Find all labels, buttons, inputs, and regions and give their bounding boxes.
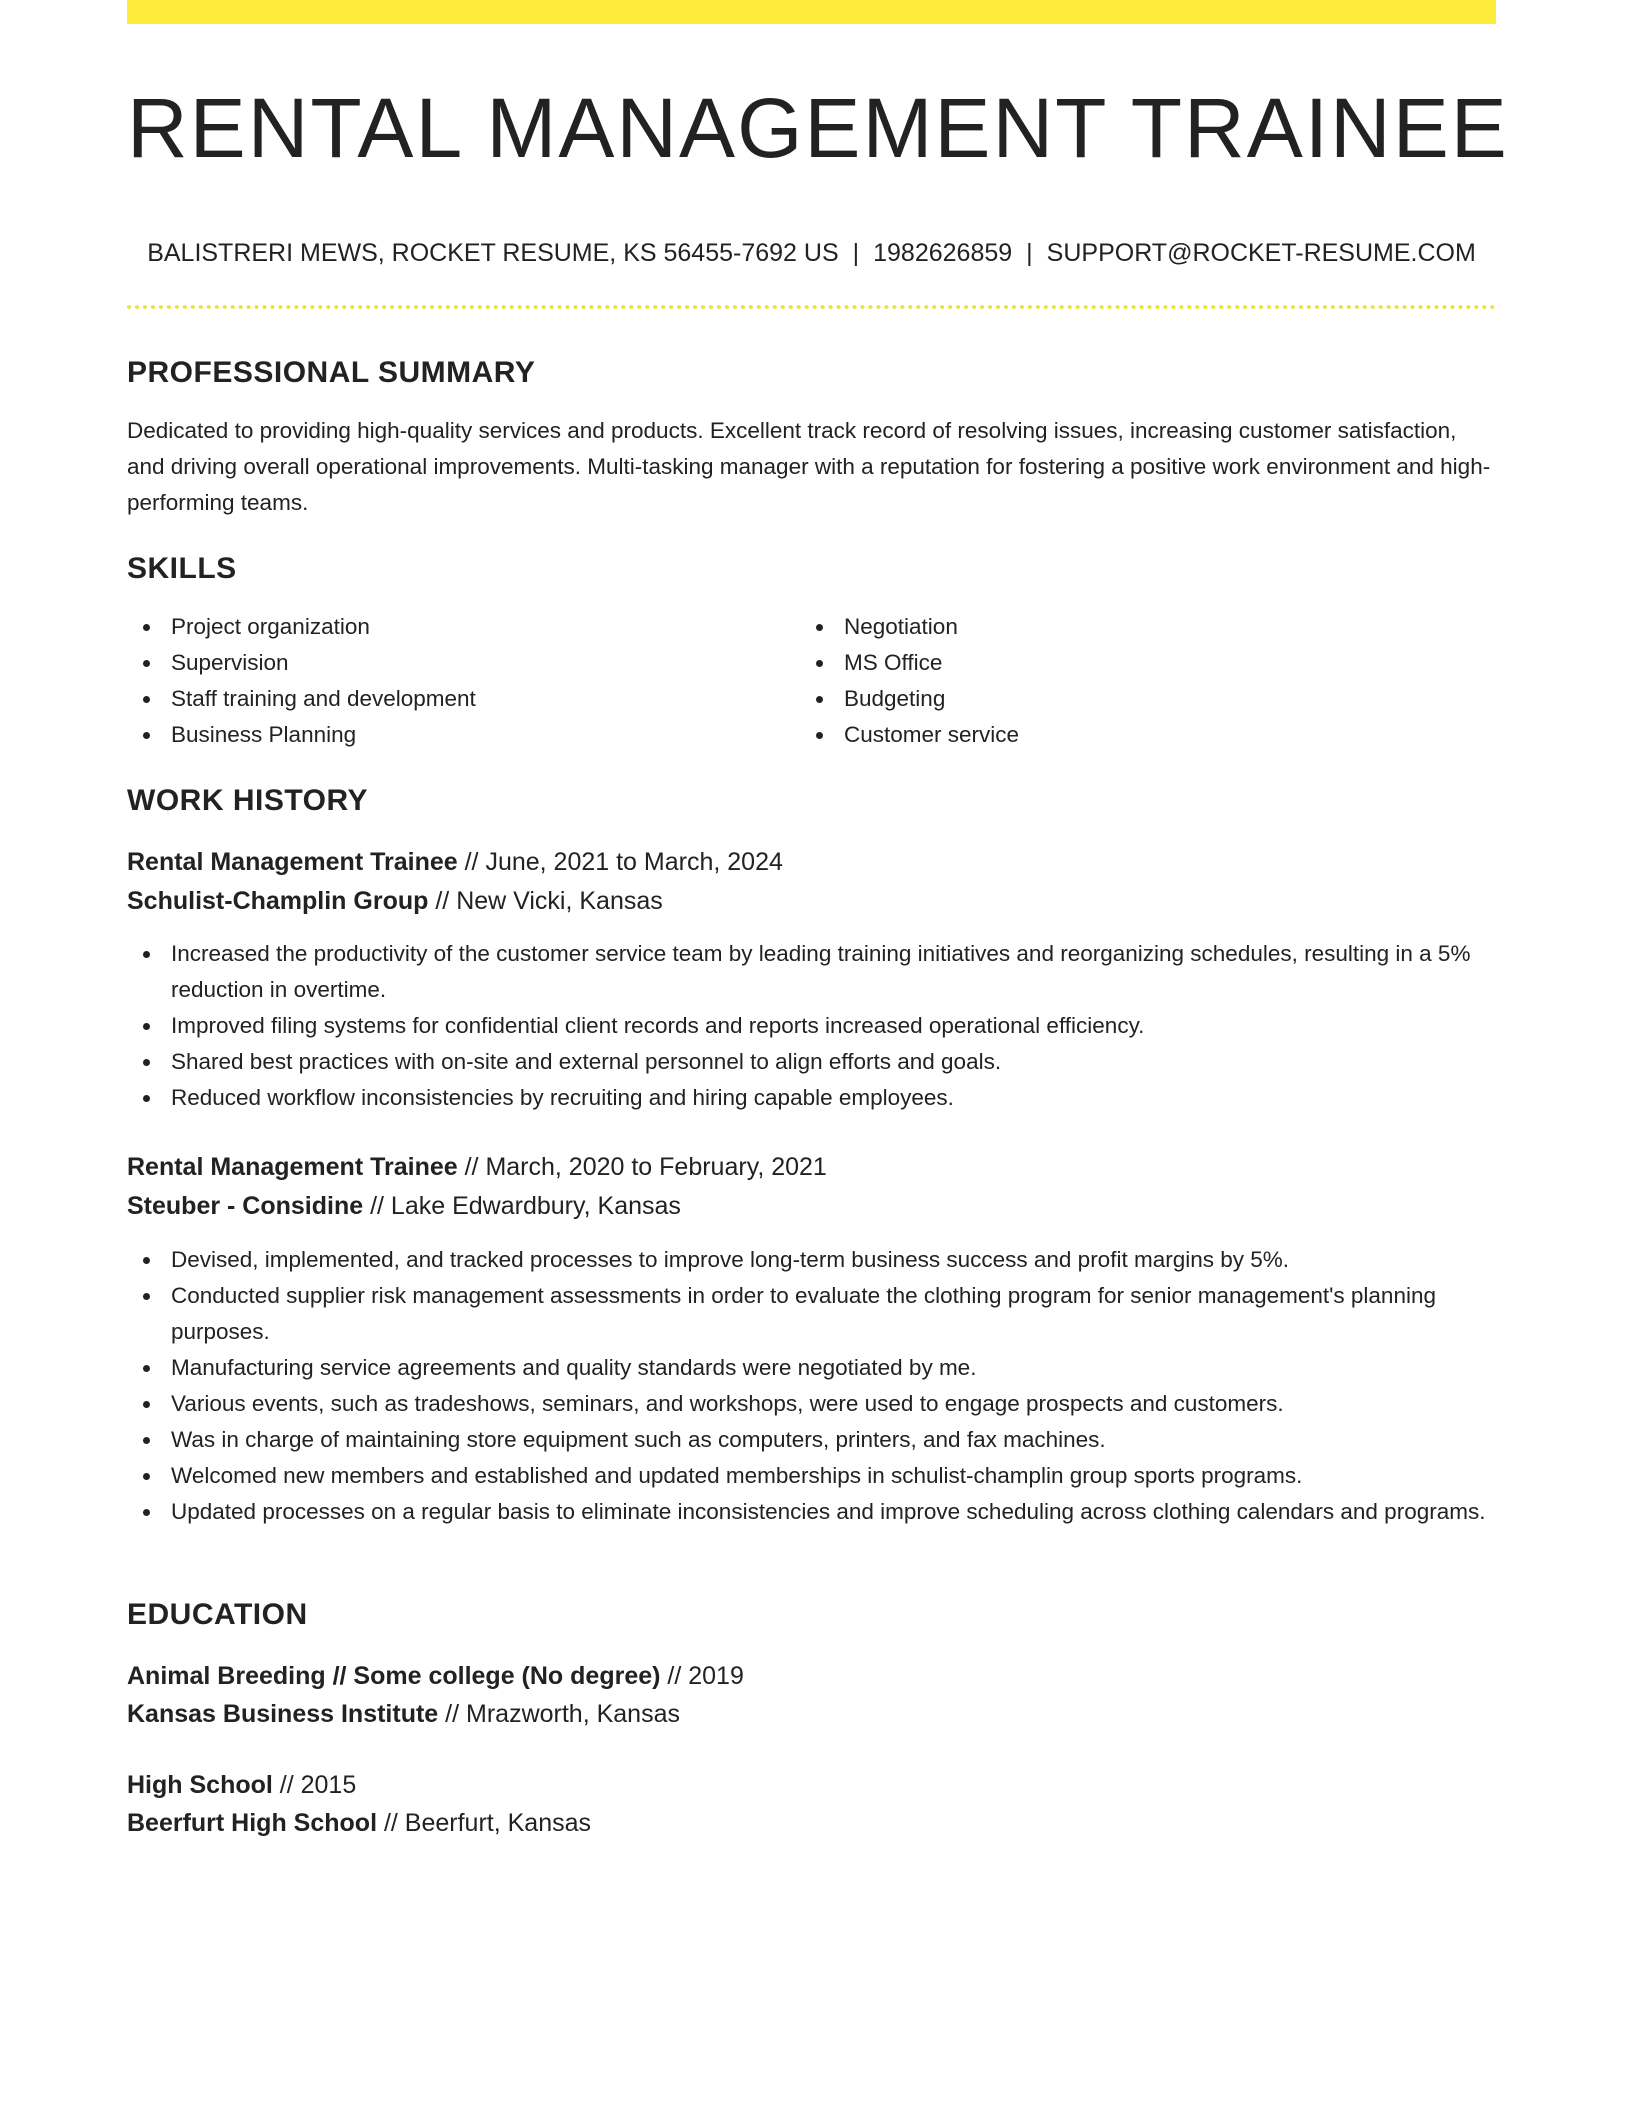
education-year: // 2015 (279, 1771, 357, 1799)
job-title-line (127, 843, 783, 881)
job-bullet: Shared best practices with on-site and external personnel to align efforts and goals. (127, 1044, 1496, 1080)
dotted-divider (127, 305, 1496, 309)
job-location: // Lake Edwardbury, Kansas (370, 1192, 681, 1220)
contact-address: BALISTRERI MEWS, ROCKET RESUME, KS 56455-7692 US (147, 239, 839, 267)
contact-phone: 1982626859 (873, 239, 1013, 267)
skill-item: Budgeting (800, 681, 1460, 717)
job-company: Steuber - Considine (127, 1192, 364, 1220)
skill-item: Customer service (800, 717, 1460, 753)
job-title-line (127, 1148, 827, 1186)
skills-heading: SKILLS (127, 552, 237, 585)
job-bullet: Increased the productivity of the customer service team by leading training initiatives and reorganizing schedules, resulting in a 5% reduction in overtime. (127, 936, 1496, 1008)
skill-item: Project organization (127, 609, 787, 645)
education-degree: High School (127, 1771, 273, 1799)
job-company: Schulist-Champlin Group (127, 887, 429, 915)
job-bullet: Manufacturing service agreements and quality standards were negotiated by me. (127, 1350, 1496, 1386)
accent-bar (127, 0, 1496, 24)
skill-item: Supervision (127, 645, 787, 681)
education-school: Beerfurt High School (127, 1809, 378, 1837)
job-company-line (127, 882, 663, 920)
education-school: Kansas Business Institute (127, 1700, 439, 1728)
job-bullet: Devised, implemented, and tracked processes to improve long-term business success and profit margins by 5%. (127, 1242, 1496, 1278)
work-heading: WORK HISTORY (127, 784, 369, 817)
job-bullet: Was in charge of maintaining store equipment such as computers, printers, and fax machines. (127, 1422, 1496, 1458)
contact-separator: | (852, 239, 860, 267)
skill-item: MS Office (800, 645, 1460, 681)
skills-list-right (800, 609, 1460, 753)
job-bullet: Various events, such as tradeshows, seminars, and workshops, were used to engage prospects and customers. (127, 1386, 1496, 1422)
education-degree-line (127, 1766, 356, 1804)
contact-separator: | (1026, 239, 1033, 267)
skill-item: Negotiation (800, 609, 1460, 645)
contact-email: SUPPORT@ROCKET-RESUME.COM (1046, 239, 1476, 267)
education-school-line (127, 1695, 680, 1733)
resume-page (127, 0, 1509, 2112)
education-location: // Beerfurt, Kansas (383, 1809, 592, 1837)
summary-heading: PROFESSIONAL SUMMARY (127, 356, 536, 389)
job-company-line (127, 1187, 681, 1225)
resume-title: RENTAL MANAGEMENT TRAINEE (127, 81, 1509, 175)
skill-item: Staff training and development (127, 681, 787, 717)
job-dates: // March, 2020 to February, 2021 (464, 1153, 827, 1181)
job-bullets (127, 936, 1496, 1116)
job-title: Rental Management Trainee (127, 848, 458, 876)
education-heading: EDUCATION (127, 1598, 308, 1631)
job-dates: // June, 2021 to March, 2024 (464, 848, 783, 876)
education-degree-line (127, 1657, 744, 1695)
job-title: Rental Management Trainee (127, 1153, 458, 1181)
job-bullet: Welcomed new members and established and updated memberships in schulist-champlin group sports programs. (127, 1458, 1496, 1494)
job-bullet: Updated processes on a regular basis to eliminate inconsistencies and improve scheduling across clothing calendars and programs. (127, 1494, 1496, 1530)
job-location: // New Vicki, Kansas (435, 887, 663, 915)
job-bullet: Reduced workflow inconsistencies by recruiting and hiring capable employees. (127, 1080, 1496, 1116)
education-year: // 2019 (667, 1662, 744, 1690)
skill-item: Business Planning (127, 717, 787, 753)
education-degree: Animal Breeding // Some college (No degree) (127, 1662, 661, 1690)
summary-text: Dedicated to providing high-quality services and products. Excellent track record of resolving issues, increasing customer satisfaction, and driving overall operational improvements. Multi-tasking manager with a reputation for fostering a positive work environment and high-performing teams. (127, 418, 1491, 515)
contact-line (127, 236, 1496, 270)
job-bullets (127, 1242, 1496, 1530)
job-bullet: Conducted supplier risk management assessments in order to evaluate the clothing program for senior management's planning purposes. (127, 1278, 1496, 1350)
skills-list-left (127, 609, 787, 753)
education-location: // Mrazworth, Kansas (445, 1700, 680, 1728)
education-school-line (127, 1804, 591, 1842)
job-bullet: Improved filing systems for confidential client records and reports increased operational efficiency. (127, 1008, 1496, 1044)
